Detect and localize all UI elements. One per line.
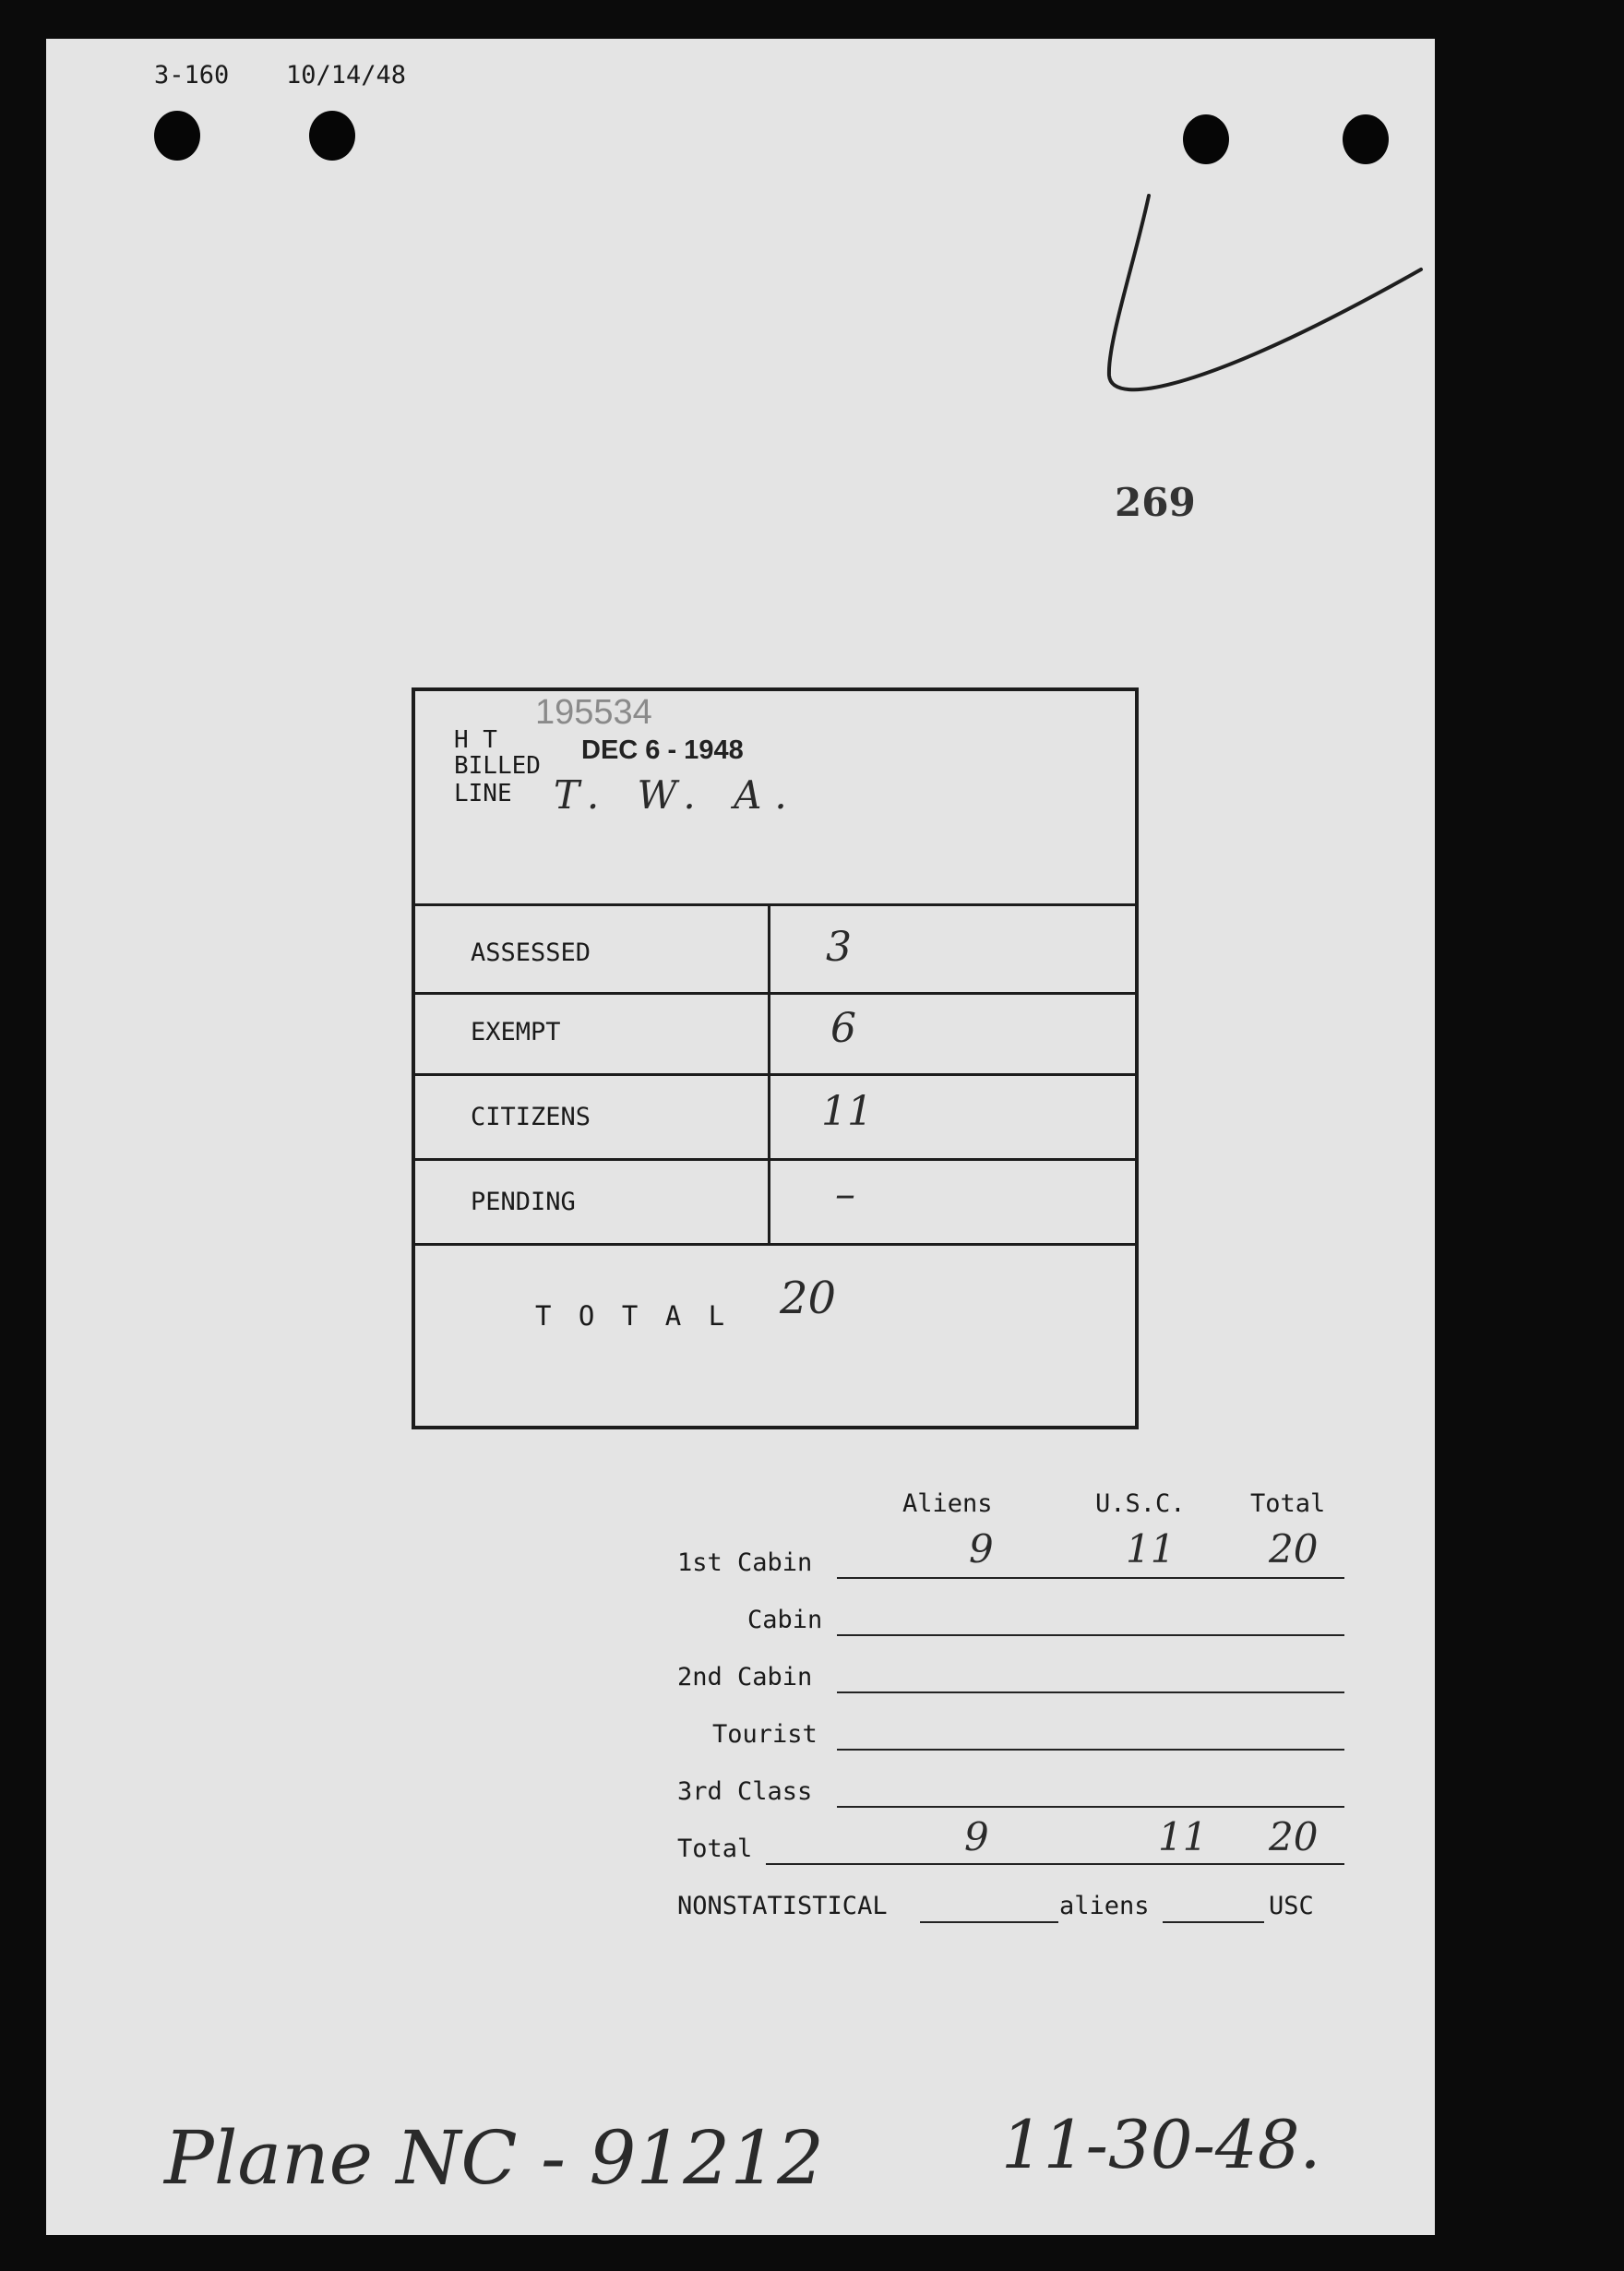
row-label: 2nd Cabin [677, 1663, 813, 1691]
pending-label: PENDING [471, 1188, 576, 1216]
nonstatistical-label: NONSTATISTICAL [677, 1892, 888, 1920]
total-value: 20 [780, 1273, 837, 1324]
box-divider [415, 903, 1135, 906]
col-usc-header: U.S.C. [1095, 1489, 1186, 1518]
row-divider [415, 992, 1135, 995]
line-value: T. W. A. [554, 772, 800, 818]
fill-line [837, 1577, 1344, 1579]
total-label: T O T A L [535, 1300, 731, 1332]
fill-line [837, 1749, 1344, 1751]
row-usc-value: 11 [1158, 1814, 1208, 1859]
line-label: LINE [454, 780, 512, 807]
row-total-value: 20 [1269, 1814, 1319, 1859]
col-aliens-header: Aliens [902, 1489, 993, 1518]
billed-date-stamp: DEC 6 - 1948 [581, 735, 744, 765]
column-divider [768, 903, 770, 1243]
document-page [46, 39, 1435, 2235]
row-label: 3rd Class [677, 1777, 813, 1806]
punch-hole-left-1 [154, 111, 200, 161]
row-usc-value: 11 [1126, 1526, 1176, 1572]
usc-label: USC [1269, 1892, 1314, 1920]
assessed-label: ASSESSED [471, 938, 591, 967]
aliens-label: aliens [1059, 1892, 1150, 1920]
ht-label: H T [454, 726, 497, 754]
citizens-label: CITIZENS [471, 1103, 591, 1131]
handwritten-date: 11-30-48. [1001, 2106, 1321, 2183]
passenger-count-box [412, 687, 1139, 1429]
row-label: Total [677, 1835, 753, 1863]
fill-line [766, 1863, 1344, 1865]
assessed-value: 3 [826, 924, 852, 971]
exempt-label: EXEMPT [471, 1018, 561, 1046]
form-date: 10/14/48 [286, 61, 407, 90]
row-divider [415, 1158, 1135, 1161]
manifest-number: 195534 [535, 693, 652, 732]
row-aliens-value: 9 [964, 1814, 989, 1859]
form-number: 3-160 [154, 61, 230, 90]
punch-hole-left-2 [309, 111, 355, 161]
row-label: Tourist [712, 1720, 818, 1749]
page-number: 269 [1115, 480, 1196, 525]
row-aliens-value: 9 [969, 1526, 994, 1572]
fill-line [1163, 1921, 1264, 1923]
citizens-value: 11 [821, 1088, 873, 1135]
fill-line [837, 1634, 1344, 1636]
pending-value: – [835, 1171, 855, 1218]
plane-number: Plane NC - 91212 [164, 2115, 824, 2201]
billed-label: BILLED [454, 752, 541, 780]
fill-line [837, 1691, 1344, 1693]
row-divider [415, 1243, 1135, 1246]
row-label: Cabin [747, 1606, 823, 1634]
row-total-value: 20 [1269, 1526, 1319, 1572]
exempt-value: 6 [830, 1005, 856, 1052]
fill-line [920, 1921, 1058, 1923]
check-mark-icon [1061, 149, 1449, 445]
row-divider [415, 1073, 1135, 1076]
col-total-header: Total [1250, 1489, 1326, 1518]
fill-line [837, 1806, 1344, 1808]
row-label: 1st Cabin [677, 1548, 813, 1577]
